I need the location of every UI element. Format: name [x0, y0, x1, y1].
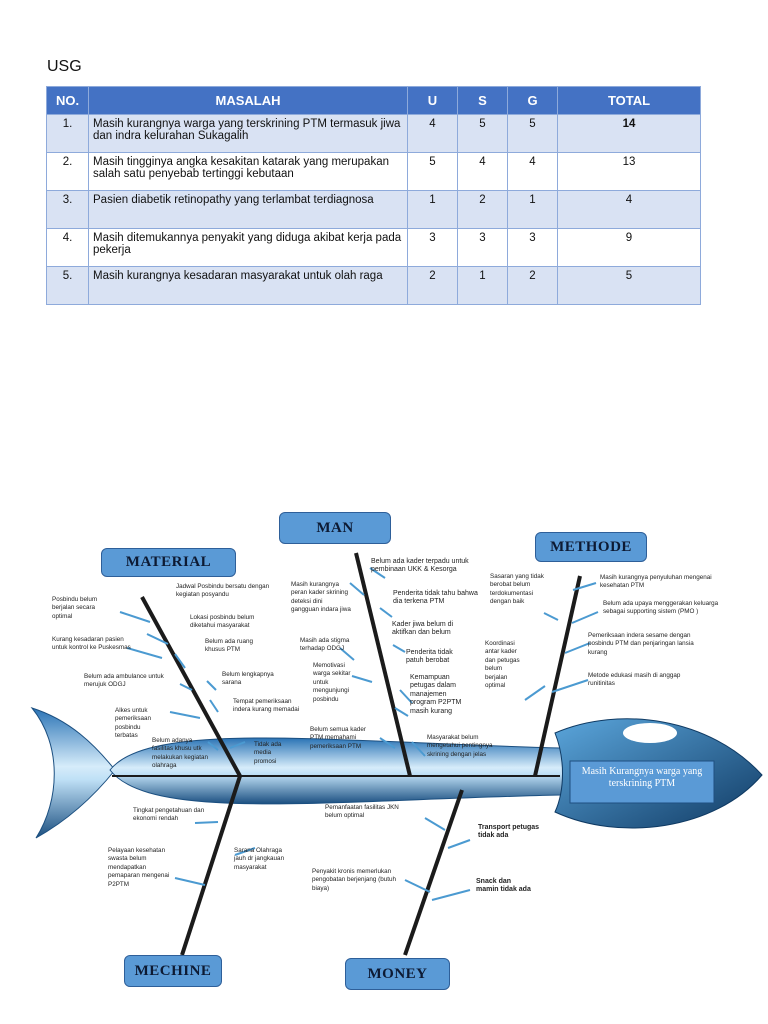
cell-g: 4 [508, 153, 558, 191]
man-note: Memotivasi warga sekitar untuk mengunjungi posbindu [313, 662, 351, 703]
cell-total: 4 [558, 191, 701, 229]
cell-u: 5 [408, 153, 458, 191]
material-note: Alkes untuk pemeriksaan posbindu terbatas [115, 707, 152, 740]
cell-g: 2 [508, 267, 558, 305]
cell-total: 14 [558, 115, 701, 153]
methode-note: Belum ada upaya menggerakan keluarga sebagai supporting sistem (PMO ) [603, 600, 719, 616]
header-no: NO. [47, 87, 89, 115]
cell-s: 1 [458, 267, 508, 305]
cell-total: 9 [558, 229, 701, 267]
cell-u: 1 [408, 191, 458, 229]
methode-note: Pemeriksaan indera sesame dengan posbindu PTM dan penjaringan lansia kurang [588, 632, 694, 656]
cell-u: 3 [408, 229, 458, 267]
fish-tail [32, 708, 115, 838]
man-note: Penderita tidak patuh berobat [406, 649, 453, 665]
material-note: Lokasi posbindu belum diketahui masyarakat [190, 614, 255, 630]
cell-s: 3 [458, 229, 508, 267]
man-note: Masih kurangnya peran kader skrining deteksi dini gangguan indara jiwa [291, 581, 351, 614]
category-money: MONEY [345, 958, 450, 990]
methode-note: Metode edukasi masih di anggap runitinitas [588, 672, 681, 688]
cell-u: 4 [408, 115, 458, 153]
material-note: Tempat pemeriksaan indera kurang memadai [233, 698, 300, 714]
cell-masalah: Pasien diabetik retinopathy yang terlambat terdiagnosa [89, 191, 408, 229]
man-note: Masih ada stigma terhadap ODGJ [300, 637, 350, 653]
category-methode: METHODE [535, 532, 647, 562]
cell-total: 13 [558, 153, 701, 191]
cell-no: 5. [47, 267, 89, 305]
mechine-note: Sarana Olahraga jauh dr jangkauan masyarakat [234, 847, 285, 871]
methode-note: Sasaran yang tidak berobat belum terdokumentasi dengan baik [490, 573, 544, 606]
header-total: TOTAL [558, 87, 701, 115]
header-g: G [508, 87, 558, 115]
cell-no: 2. [47, 153, 89, 191]
category-material: MATERIAL [101, 548, 236, 577]
material-note: Kurang kesadaran pasien untuk kontrol ke Puskesmas [52, 636, 131, 652]
man-note: Penderita tidak tahu bahwa dia terkena PTM [393, 590, 478, 606]
cell-s: 5 [458, 115, 508, 153]
material-note: Jadwal Posbindu bersatu dengan kegiatan posyandu [176, 583, 270, 599]
cell-s: 2 [458, 191, 508, 229]
material-note: Belum ada ruang khusus PTM [205, 638, 253, 654]
header-u: U [408, 87, 458, 115]
man-note: Kader jiwa belum di aktifkan dan belum [392, 621, 454, 637]
bone-money [405, 790, 462, 955]
category-mechine: MECHINE [124, 955, 222, 987]
material-note: Belum ada ambulance untuk merujuk ODGJ [84, 673, 164, 689]
money-note: Pemanfaatan fasilitas JKN belum optimal [325, 804, 399, 820]
cell-masalah: Masih kurangnya warga yang terskrining PTM termasuk jiwa dan indra kelurahan Sukagalih [89, 115, 408, 153]
material-note: Belum lengkapnya sarana [222, 671, 274, 687]
man-note: Kemampuan petugas dalam manajemen program P2PTM masih kurang [410, 674, 462, 715]
cell-masalah: Masih kurangnya kesadaran masyarakat untuk olah raga [89, 267, 408, 305]
mechine-note: Pelayaan kesehatan swasta belum mendapatkan pemaparan mengenai P2PTM [108, 847, 170, 888]
man-note: Masyarakat belum mengetahui pentingnya skrining dengan jelas [427, 734, 493, 758]
money-note: Penyakit kronis memerlukan pengobatan berjenjang (butuh biaya) [312, 868, 397, 892]
category-man: MAN [279, 512, 391, 544]
cell-masalah: Masih tingginya angka kesakitan katarak yang merupakan salah satu penyebab tertinggi kebutaan [89, 153, 408, 191]
material-note: Belum adanya fasilitas khusu utk melakukan kegiatan olahraga [152, 737, 209, 770]
section-title: USG [47, 58, 82, 75]
header-s: S [458, 87, 508, 115]
cell-g: 1 [508, 191, 558, 229]
material-note: Tidak ada media promosi [254, 741, 282, 765]
cell-total: 5 [558, 267, 701, 305]
material-note: Posbindu belum berjalan secara optimal [52, 596, 98, 620]
bone-mechine [182, 776, 240, 955]
fish-eye [623, 723, 677, 743]
man-note: Belum ada kader terpadu untuk pembinaan UKK & Kesorga [371, 558, 469, 574]
cell-masalah: Masih ditemukannya penyakit yang diduga akibat kerja pada pekerja [89, 229, 408, 267]
mechine-note: Tingkat pengetahuan dan ekonomi rendah [133, 807, 205, 823]
methode-note: Masih kurangnya penyuluhan mengenai kesehatan PTM [600, 574, 712, 590]
money-note: Snack dan mamin tidak ada [476, 878, 531, 894]
fish-head-label: Masih Kurangnya warga yang terskrining PTM [581, 766, 703, 789]
cell-no: 3. [47, 191, 89, 229]
cell-g: 3 [508, 229, 558, 267]
cell-u: 2 [408, 267, 458, 305]
man-note: Belum semua kader PTM memahami pemeriksaan PTM [310, 726, 366, 750]
cell-s: 4 [458, 153, 508, 191]
cell-g: 5 [508, 115, 558, 153]
cell-no: 4. [47, 229, 89, 267]
methode-note: Koordinasi antar kader dan petugas belum berjalan optimal [485, 640, 520, 690]
header-masalah: MASALAH [89, 87, 408, 115]
money-note: Transport petugas tidak ada [478, 824, 540, 840]
cell-no: 1. [47, 115, 89, 153]
